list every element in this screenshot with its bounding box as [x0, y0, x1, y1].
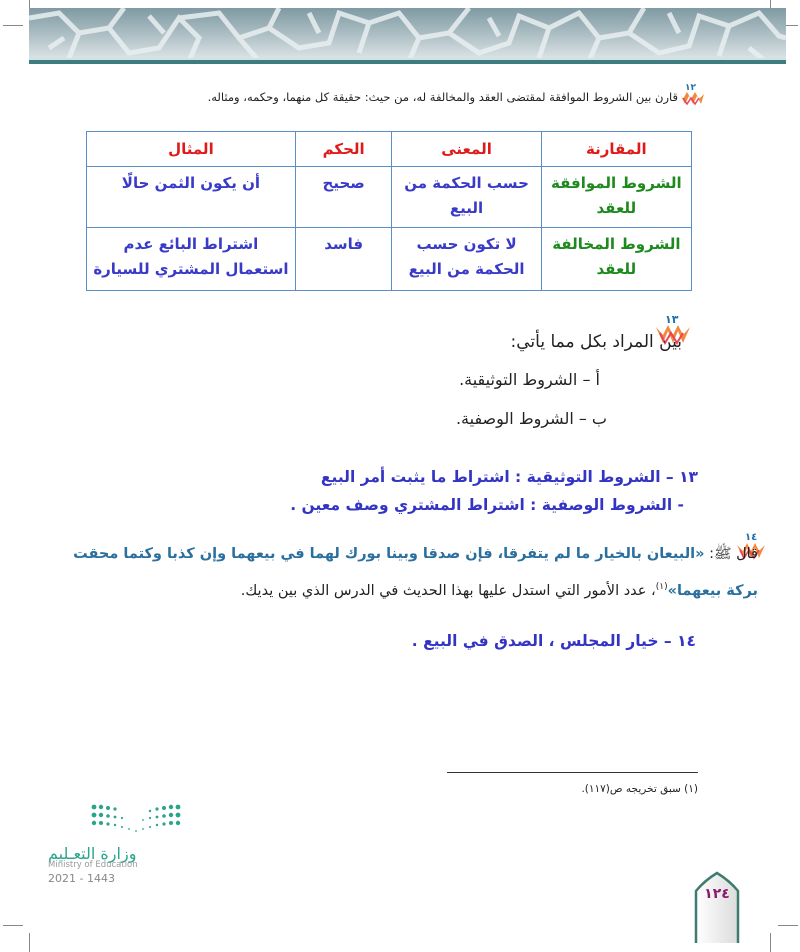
hadith-text: بركة بيعهما»	[667, 582, 758, 599]
table-header: المعنى	[392, 132, 541, 167]
footnote-reference[interactable]: (١)	[655, 582, 668, 592]
table-cell: لا تكون حسب الحكمة من البيع	[392, 228, 541, 291]
exercise-14-line-1	[73, 545, 758, 566]
footnote-text: (١) سبق تخريجه ص(١١٧).	[581, 783, 698, 795]
table-row	[87, 228, 692, 291]
crop-mark	[3, 925, 23, 926]
footnote-divider	[447, 772, 698, 773]
exercise-14-line-2	[241, 582, 758, 599]
page-number: ١٢٤	[704, 886, 730, 902]
crop-mark	[29, 0, 30, 8]
table-cell: اشتراط البائع عدم استعمال المشتري للسيارة	[87, 228, 296, 291]
table-cell: فاسد	[295, 228, 392, 291]
banner-rule	[29, 60, 786, 64]
exercise-12-prompt: قارن بين الشروط الموافقة لمقتضى العقد والمخالفة له، من حيث: حقيقة كل منهما، وحكمه، ومثاله.	[207, 90, 678, 104]
exercise-13-answer: - الشروط الوصفية : اشتراط المشتري وصف معين .	[290, 496, 684, 514]
exercise-12-badge	[679, 83, 705, 106]
crop-mark	[29, 933, 30, 952]
comparison-table	[86, 131, 692, 291]
table-row	[87, 167, 692, 228]
exercise-14-question: ، عدد الأمور التي استدل عليها بهذا الحديث في الدرس الذي بين يديك.	[240, 582, 656, 599]
exercise-14-answer: ١٤ – خيار المجلس ، الصدق في البيع .	[411, 632, 696, 650]
edition-year: 2021 - 1443	[48, 872, 115, 885]
ministry-name-arabic: وزارة التعـليم	[48, 844, 137, 863]
ministry-logo-icon	[90, 803, 182, 835]
exercise-13-prompt: بين المراد بكل مما يأتي:	[510, 332, 682, 352]
exercise-13-answer: ١٣ – الشروط التوثيقية : اشتراط ما يثبت أمر البيع	[320, 468, 698, 486]
table-cell: الشروط الموافقة للعقد	[541, 167, 691, 228]
table-cell: صحيح	[295, 167, 392, 228]
table-header: المثال	[87, 132, 296, 167]
ministry-name-english: Ministry of Education	[48, 860, 138, 870]
decorative-banner	[29, 8, 786, 61]
crop-mark	[770, 933, 771, 952]
table-header: الحكم	[295, 132, 392, 167]
page-number-tab	[694, 871, 740, 943]
exercise-number: ١٣	[665, 313, 679, 326]
exercise-13-item: ب – الشروط الوصفية.	[455, 409, 607, 428]
crop-mark	[778, 925, 798, 926]
exercise-number: ١٢	[685, 83, 696, 93]
exercise-number: ١٤	[745, 532, 758, 543]
table-cell: الشروط المخالفة للعقد	[541, 228, 691, 291]
table-header-row	[87, 132, 692, 167]
table-cell: أن يكون الثمن حالًا	[87, 167, 296, 228]
table-header: المقارنة	[541, 132, 691, 167]
hadith-text: «البيعان بالخيار ما لم يتفرقا، فإن صدقا وبينا بورك لهما في بيعهما وإن كذبا وكتما محقت	[73, 546, 705, 562]
hadith-intro: قال ﷺ:	[704, 546, 758, 562]
table-cell: حسب الحكمة من البيع	[392, 167, 541, 228]
exercise-13-item: أ – الشروط التوثيقية.	[459, 370, 600, 389]
crop-mark	[3, 25, 23, 26]
